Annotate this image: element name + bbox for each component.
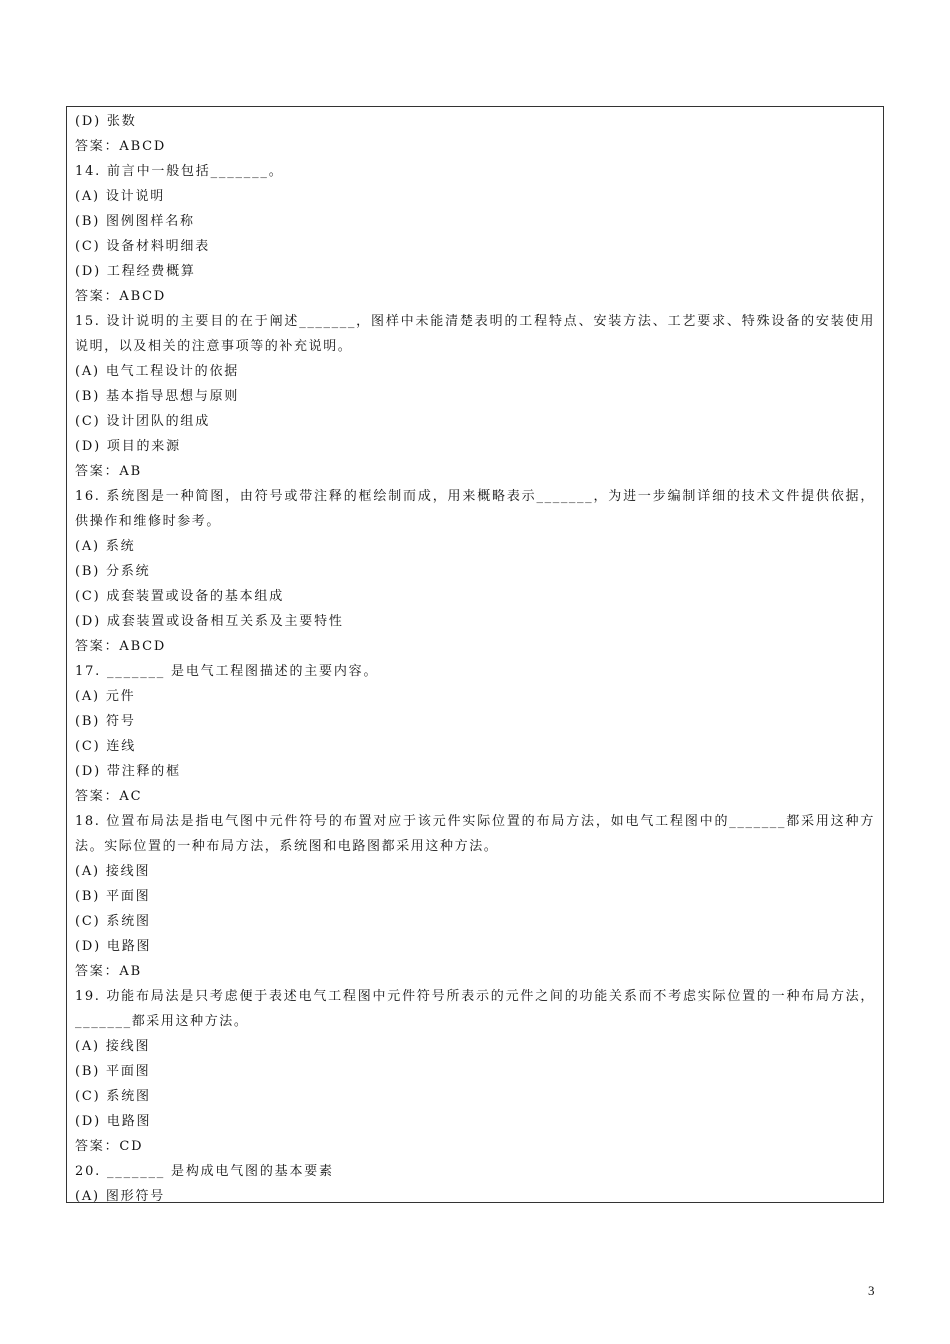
option-line: (B) 基本指导思想与原则 (75, 389, 240, 404)
answer-line: 答案：AB (75, 464, 142, 479)
option-line: (A) 接线图 (75, 864, 151, 879)
option-line: (A) 电气工程设计的依据 (75, 364, 240, 379)
option-line: (C) 成套装置或设备的基本组成 (75, 589, 285, 604)
answer-line: 答案：CD (75, 1139, 144, 1154)
option-line: (B) 符号 (75, 714, 136, 729)
option-line: (B) 平面图 (75, 889, 151, 904)
question-line: 17. _______ 是电气工程图描述的主要内容。 (75, 664, 379, 679)
question-line: 18. 位置布局法是指电气图中元件符号的布置对应于该元件实际位置的布局方法，如电气工程图中的_______都采用这种方法。实际位置的一种布局方法，系统图和电路图都采用这种方法。 (75, 814, 875, 854)
option-line: (A) 元件 (75, 689, 136, 704)
option-line: (C) 系统图 (75, 914, 151, 929)
question-list (75, 109, 875, 1209)
answer-line: 答案：AB (75, 964, 142, 979)
answer-line: 答案：ABCD (75, 139, 167, 154)
option-line: (A) 系统 (75, 539, 136, 554)
option-line: (D) 项目的来源 (75, 439, 181, 454)
option-line: (D) 带注释的框 (75, 764, 181, 779)
option-line: (B) 平面图 (75, 1064, 151, 1079)
document-frame (66, 106, 884, 1203)
question-line: 19. 功能布局法是只考虑便于表述电气工程图中元件符号所表示的元件之间的功能关系而不考虑实际位置的一种布局方法，_______都采用这种方法。 (75, 989, 875, 1029)
option-line: (A) 图形符号 (75, 1189, 166, 1204)
option-line: (C) 设备材料明细表 (75, 239, 211, 254)
option-line: (C) 设计团队的组成 (75, 414, 211, 429)
answer-line: 答案：AC (75, 789, 143, 804)
answer-line: 答案：ABCD (75, 289, 167, 304)
option-line: (D) 电路图 (75, 1114, 152, 1129)
option-line: (D) 张数 (75, 114, 137, 129)
option-line: (A) 接线图 (75, 1039, 151, 1054)
answer-line: 答案：ABCD (75, 639, 167, 654)
question-line: 16. 系统图是一种简图，由符号或带注释的框绘制而成，用来概略表示_______，为进一步编制详细的技术文件提供依据，供操作和维修时参考。 (75, 489, 875, 529)
option-line: (D) 成套装置或设备相互关系及主要特性 (75, 614, 344, 629)
question-line: 14. 前言中一般包括_______。 (75, 164, 284, 179)
option-line: (D) 电路图 (75, 939, 152, 954)
question-line: 15. 设计说明的主要目的在于阐述_______，图样中未能清楚表明的工程特点、安装方法、工艺要求、特殊设备的安装使用说明，以及相关的注意事项等的补充说明。 (75, 314, 875, 354)
option-line: (A) 设计说明 (75, 189, 166, 204)
option-line: (C) 系统图 (75, 1089, 151, 1104)
option-line: (B) 图例图样名称 (75, 214, 195, 229)
page-number: 3 (868, 1283, 875, 1298)
option-line: (D) 工程经费概算 (75, 264, 196, 279)
question-line: 20. _______ 是构成电气图的基本要素 (75, 1164, 334, 1179)
option-line: (C) 连线 (75, 739, 137, 754)
option-line: (B) 分系统 (75, 564, 151, 579)
